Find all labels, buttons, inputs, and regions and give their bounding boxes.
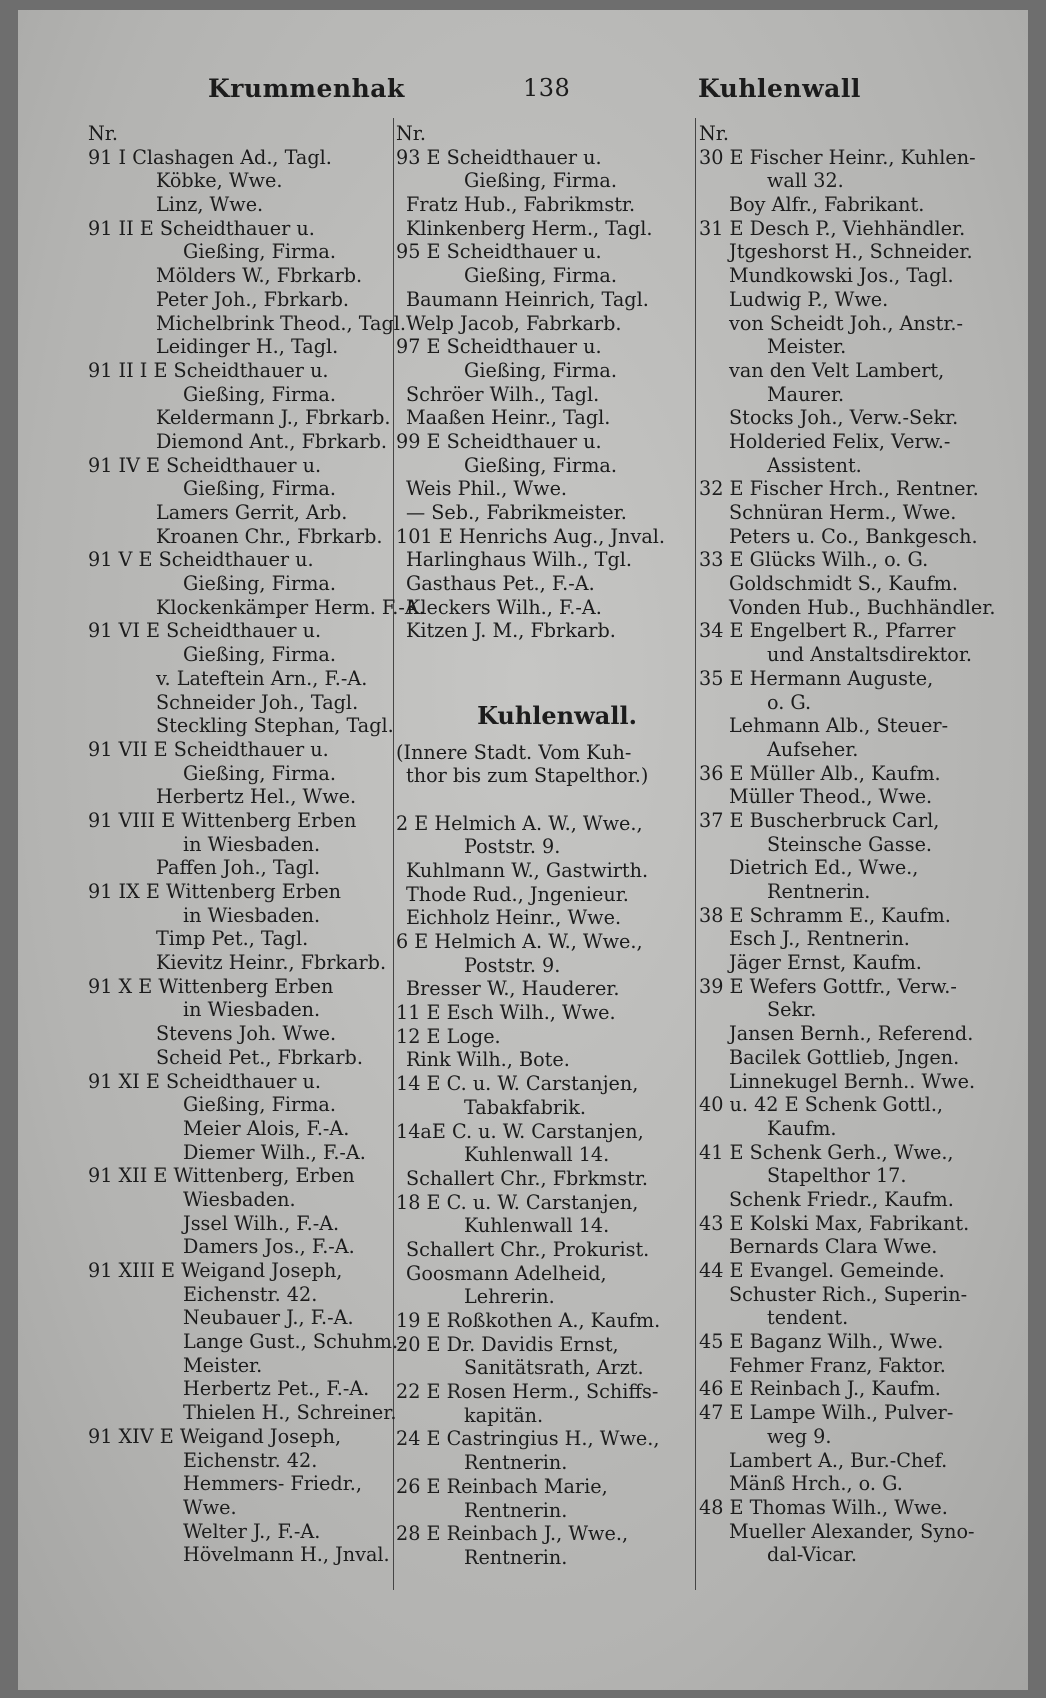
column-1 [88,122,425,1567]
directory-line: 33 E Glücks Wilh., o. G. [699,548,929,572]
directory-line: Paffen Joh., Tagl. [156,856,321,880]
directory-line: Michelbrink Theod., Tagl. [156,311,406,335]
directory-line: Sanitätsrath, Arzt. [464,1356,644,1380]
directory-line: Meister. [183,1353,263,1377]
directory-line: Gasthaus Pet., F.-A. [406,572,595,596]
directory-line: 18 E C. u. W. Carstanjen, [396,1190,639,1214]
directory-line: Thode Rud., Jngenieur. [406,882,629,906]
directory-line: Gießing, Firma. [183,477,336,501]
directory-line: 101 E Henrichs Aug., Jnval. [396,524,665,548]
directory-line: Gießing, Firma. [183,643,336,667]
directory-line: Leidinger H., Tagl. [156,335,339,359]
directory-line: 91 II E Scheidthauer u. [88,216,315,240]
directory-line: Kuhlenwall 14. [464,1214,610,1238]
directory-line: Nr. [699,122,729,145]
running-head-left: Krummenhak [208,74,405,103]
directory-line: 40 u. 42 E Schenk Gottl., [699,1093,944,1117]
directory-line: Peter Joh., Fbrkarb. [156,287,350,311]
directory-line: Stevens Joh. Wwe. [156,1022,337,1046]
directory-line: Jansen Bernh., Referend. [729,1022,974,1046]
directory-line: 95 E Scheidthauer u. [396,240,602,264]
directory-line: tendent. [767,1306,849,1330]
directory-line: 30 E Fischer Heinr., Kuhlen- [699,145,976,169]
directory-line: Gießing, Firma. [183,382,336,406]
directory-line: 46 E Reinbach J., Kaufm. [699,1377,941,1401]
directory-line: Schallert Chr., Prokurist. [406,1237,650,1261]
directory-line: Harlinghaus Wilh., Tgl. [406,548,632,572]
directory-line: in Wiesbaden. [183,903,321,927]
directory-line: Steinsche Gasse. [767,832,933,856]
directory-line: 91 XIV E Weigand Joseph, [88,1424,342,1448]
directory-line: 91 VII E Scheidthauer u. [88,737,329,761]
directory-line: Jtgeshorst H., Schneider. [729,240,973,264]
directory-line: 91 XI E Scheidthauer u. [88,1069,321,1093]
directory-line: 36 E Müller Alb., Kaufm. [699,761,941,785]
directory-line: Gießing, Firma. [183,1093,336,1117]
directory-line: 14 E C. u. W. Carstanjen, [396,1072,639,1096]
directory-line: kapitän. [464,1403,544,1427]
directory-line: 11 E Esch Wilh., Wwe. [396,1001,616,1025]
directory-line: Lange Gust., Schuhm.- [183,1330,405,1354]
directory-line: Gießing, Firma. [464,453,617,477]
directory-line: Schröer Wilh., Tagl. [406,382,600,406]
directory-line: Rink Wilh., Bote. [406,1048,570,1072]
directory-line: 28 E Reinbach J., Wwe., [396,1522,629,1546]
directory-line: 48 E Thomas Wilh., Wwe. [699,1495,948,1519]
column-3 [699,122,1009,1567]
directory-line: o. G. [767,690,812,714]
directory-line: Maurer. [767,382,845,406]
directory-line: Meier Alois, F.-A. [183,1116,350,1140]
directory-line: Sekr. [767,998,817,1022]
directory-line: 12 E Loge. [396,1024,501,1048]
directory-line: Kleckers Wilh., F.-A. [406,595,602,619]
directory-line: Damers Jos., F.-A. [183,1235,355,1259]
directory-line: Kuhlenwall 14. [464,1143,610,1167]
directory-line: Peters u. Co., Bankgesch. [729,524,978,548]
directory-line: Mänß Hrch., o. G. [729,1472,903,1496]
directory-line: Gießing, Firma. [464,169,617,193]
directory-line: Lamers Gerrit, Arb. [156,501,348,524]
directory-line: 26 E Reinbach Marie, [396,1474,608,1498]
directory-line: Welp Jacob, Fabrkarb. [406,311,622,335]
directory-line: Müller Theod., Wwe. [729,785,933,809]
directory-line: Ludwig P., Wwe. [729,287,889,311]
directory-line: 35 E Hermann Auguste, [699,666,934,690]
page-header [18,74,1028,110]
directory-line: Goldschmidt S., Kaufm. [729,572,958,596]
directory-line: Eichenstr. 42. [183,1448,318,1472]
directory-line: Gießing, Firma. [183,572,336,596]
directory-line: Maaßen Heinr., Tagl. [406,406,611,430]
directory-line: 45 E Baganz Wilh., Wwe. [699,1330,944,1354]
directory-line: dal-Vicar. [767,1543,857,1567]
directory-line: 91 VI E Scheidthauer u. [88,619,322,643]
directory-line: in Wiesbaden. [183,832,321,856]
directory-line: Schnüran Herm., Wwe. [729,501,957,524]
directory-line: Lehmann Alb., Steuer- [729,714,949,738]
directory-line: Assistent. [767,453,862,477]
directory-line: Nr. [396,122,426,145]
directory-line: Rentnerin. [464,1451,568,1475]
directory-line: 24 E Castringius H., Wwe., [396,1427,660,1451]
directory-line: 47 E Lampe Wilh., Pulver- [699,1401,954,1425]
directory-line: — Seb., Fabrikmeister. [406,501,627,524]
directory-line: Keldermann J., Fbrkarb. [156,406,391,430]
directory-line: 39 E Wefers Gottfr., Verw.- [699,974,957,998]
directory-line: Lambert A., Bur.-Chef. [729,1448,948,1472]
directory-line: Gießing, Firma. [183,761,336,785]
directory-line: 37 E Buscherbruck Carl, [699,808,940,832]
directory-line: Boy Alfr., Fabrikant. [729,193,925,217]
directory-line: weg 9. [767,1424,832,1448]
directory-line: 34 E Engelbert R., Pfarrer [699,619,956,643]
directory-line: 97 E Scheidthauer u. [396,335,602,359]
directory-line: 41 E Schenk Gerh., Wwe., [699,1140,954,1164]
directory-line [396,643,698,667]
directory-line: Mölders W., Fbrkarb. [156,264,363,288]
directory-line: und Anstaltsdirektor. [767,643,972,667]
directory-line: Fehmer Franz, Faktor. [729,1353,946,1377]
directory-line: 14aE C. u. W. Carstanjen, [396,1119,644,1143]
directory-line: Diemond Ant., Fbrkarb. [156,429,387,453]
directory-line: Linnekugel Bernh.. Wwe. [729,1069,976,1093]
directory-line: Kuhlmann W., Gastwirth. [406,858,649,882]
directory-line: Klinkenberg Herm., Tagl. [406,216,653,240]
column-2 [396,122,698,1570]
directory-line: v. Lateftein Arn., F.-A. [156,666,368,690]
directory-line: 91 XIII E Weigand Joseph, [88,1259,343,1282]
directory-line: Hemmers- Friedr., [183,1472,362,1496]
directory-line: Schneider Joh., Tagl. [156,690,359,714]
running-head-right: Kuhlenwall [698,74,861,103]
directory-line: 38 E Schramm E., Kaufm. [699,903,951,927]
directory-line: in Wiesbaden. [183,998,321,1022]
directory-line: Schallert Chr., Fbrkmstr. [406,1166,649,1190]
directory-line: Weis Phil., Wwe. [406,477,568,501]
directory-line: Herbertz Pet., F.-A. [183,1377,370,1401]
directory-line: Köbke, Wwe. [156,169,283,193]
directory-line: 32 E Fischer Hrch., Rentner. [699,477,979,501]
directory-line: Steckling Stephan, Tagl. [156,714,394,738]
section-title: Kuhlenwall. [477,700,637,730]
directory-line: 91 V E Scheidthauer u. [88,548,314,572]
directory-line: 31 E Desch P., Viehhändler. [699,216,966,240]
directory-line [396,667,698,691]
directory-line: 91 IV E Scheidthauer u. [88,453,322,477]
directory-line: Goosmann Adelheid, [406,1261,607,1285]
directory-line: 99 E Scheidthauer u. [396,429,602,453]
directory-line: Kroanen Chr., Fbrkarb. [156,524,383,548]
directory-line: Timp Pet., Tagl. [156,927,309,951]
directory-line: Herbertz Hel., Wwe. [156,785,357,809]
directory-line: Vonden Hub., Buchhändler. [729,595,996,619]
directory-line: Dietrich Ed., Wwe., [729,856,919,880]
directory-line: Bacilek Gottlieb, Jngen. [729,1045,960,1069]
directory-line: wall 32. [767,169,844,193]
directory-line: Schuster Rich., Superin- [729,1282,968,1306]
directory-line: 22 E Rosen Herm., Schiffs- [396,1380,659,1404]
directory-line: Jäger Ernst, Kaufm. [729,951,922,975]
directory-line: Welter J., F.-A. [183,1519,321,1543]
directory-line: 91 XII E Wittenberg, Erben [88,1164,355,1188]
directory-line: von Scheidt Joh., Anstr.- [729,311,963,335]
directory-line: Meister. [767,335,847,359]
directory-line: Gießing, Firma. [464,264,617,288]
directory-line: Hövelmann H., Jnval. [183,1543,390,1567]
directory-line: Bresser W., Hauderer. [406,977,620,1001]
directory-line: Poststr. 9. [464,953,561,977]
directory-line: Lehrerin. [464,1285,555,1309]
directory-line: Neubauer J., F.-A. [183,1306,354,1330]
directory-line: (Innere Stadt. Vom Kuh- [396,740,632,764]
directory-line: Tabakfabrik. [464,1095,586,1119]
directory-line: Wwe. [183,1495,237,1519]
directory-line: Kitzen J. M., Fbrkarb. [406,619,616,643]
directory-line: Thielen H., Schreiner. [183,1401,397,1425]
directory-line: Diemer Wilh., F.-A. [183,1140,366,1164]
directory-line: Schenk Friedr., Kaufm. [729,1187,954,1211]
directory-line: 43 E Kolski Max, Fabrikant. [699,1211,970,1235]
column-divider [393,118,394,1590]
directory-line: Esch J., Rentnerin. [729,927,910,951]
directory-line: 20 E Dr. Davidis Ernst, [396,1332,619,1356]
directory-line: Gießing, Firma. [464,358,617,382]
directory-line: Baumann Heinrich, Tagl. [406,287,649,311]
directory-line: 44 E Evangel. Gemeinde. [699,1259,945,1282]
page-number: 138 [523,74,571,102]
directory-line: van den Velt Lambert, [729,358,945,382]
directory-line: 91 I Clashagen Ad., Tagl. [88,145,332,169]
directory-line: Wiesbaden. [183,1187,296,1211]
directory-line: Klockenkämper Herm. F.-A. [156,595,425,619]
directory-line: Rentnerin. [767,880,871,903]
directory-line: thor bis zum Stapelthor.) [406,764,649,788]
directory-line: Rentnerin. [464,1545,568,1569]
directory-line: Nr. [88,122,118,145]
directory-line: Mueller Alexander, Syno- [729,1519,975,1543]
directory-page [18,10,1028,1690]
directory-line: Kievitz Heinr., Fbrkarb. [156,951,387,975]
directory-line: Aufseher. [767,737,859,761]
directory-line: 91 II I E Scheidthauer u. [88,358,329,382]
directory-line: Eichenstr. 42. [183,1282,318,1306]
directory-line: 91 VIII E Wittenberg Erben [88,808,357,832]
directory-line: Linz, Wwe. [156,193,264,217]
directory-line: Jssel Wilh., F.-A. [183,1211,340,1235]
directory-line: Holderied Felix, Verw.- [729,429,951,453]
directory-line [396,788,698,812]
directory-line: 2 E Helmich A. W., Wwe., [396,811,643,835]
directory-line: Scheid Pet., Fbrkarb. [156,1045,363,1069]
directory-line: 93 E Scheidthauer u. [396,145,602,169]
directory-line: Stapelthor 17. [767,1164,907,1188]
directory-line: Gießing, Firma. [183,240,336,264]
directory-line: Bernards Clara Wwe. [729,1235,938,1259]
directory-line: Kaufm. [767,1116,837,1140]
directory-line: Rentnerin. [464,1498,568,1522]
directory-line: Stocks Joh., Verw.-Sekr. [729,406,959,430]
directory-line: Eichholz Heinr., Wwe. [406,906,622,930]
directory-line: 19 E Roßkothen A., Kaufm. [396,1309,661,1332]
directory-line: Poststr. 9. [464,835,561,859]
directory-line: 91 X E Wittenberg Erben [88,974,334,998]
directory-line: 6 E Helmich A. W., Wwe., [396,930,643,953]
directory-line: 91 IX E Wittenberg Erben [88,880,341,903]
directory-line: Mundkowski Jos., Tagl. [729,264,954,288]
directory-line: Fratz Hub., Fabrikmstr. [406,193,636,217]
